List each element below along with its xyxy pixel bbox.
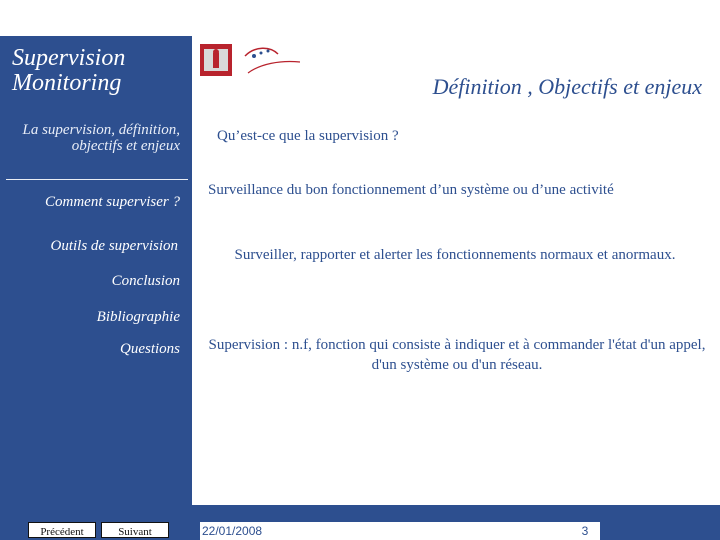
page-title: Définition , Objectifs et enjeux [432,74,702,99]
sidebar-divider [6,179,188,180]
sidebar-item-bibliographie[interactable]: Bibliographie [96,309,180,325]
previous-button[interactable]: Précédent [28,522,96,538]
sidebar-item-questions[interactable]: Questions [120,341,180,357]
actions-text: Surveiller, rapporter et alerter les fonctionnements normaux et anormaux. [234,247,676,263]
sidebar-item-conclusion[interactable]: Conclusion [111,273,180,289]
date-label: 22/01/2008 [202,524,263,538]
sidebar [0,36,192,505]
main-panel [192,36,720,505]
university-logo-icon [200,44,320,78]
page-number: 3 [570,522,600,540]
definition-long-text: Supervision : n.f, fonction qui consiste à indiquer et à commander l'état d'un appel, d'un système ou d'un réseau. [208,337,706,373]
definition-short-text: Surveillance du bon fonctionnement d’un système ou d’une activité [208,182,614,198]
sidebar-item-comment-superviser[interactable]: Comment superviser ? [45,194,180,210]
sidebar-item-outils[interactable]: Outils de supervision [50,238,178,254]
logo [200,44,320,78]
question-text: Qu’est-ce que la supervision ? [217,128,399,144]
sidebar-item-definition[interactable]: La supervision, définition, objectifs et enjeux [22,122,180,154]
footer-date [200,522,570,540]
app-title: Supervision Monitoring [12,45,126,96]
next-button[interactable]: Suivant [101,522,169,538]
top-strip [0,0,720,36]
